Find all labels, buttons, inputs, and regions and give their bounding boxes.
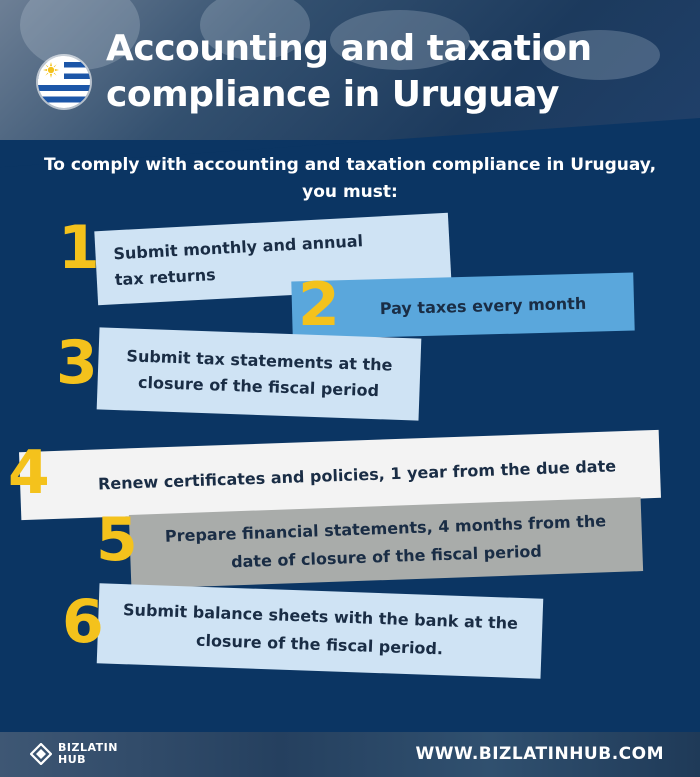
step-number-1: 1: [58, 213, 100, 283]
step-card-3: [97, 327, 422, 420]
intro-text: To comply with accounting and taxation compliance in Uruguay, you must:: [43, 155, 657, 202]
step-text-4: Renew certificates and policies, 1 year from the due date: [97, 455, 617, 493]
title-line-1: Accounting and taxation: [106, 28, 592, 69]
step-number-4: 4: [8, 438, 50, 508]
step-text-5: Prepare financial statements, 4 months from the date of closure of the fiscal period: [164, 511, 607, 572]
bizlatinhub-logo-icon: [30, 743, 52, 765]
step-text-6: Submit balance sheets with the bank at the closure of the fiscal period.: [122, 600, 519, 659]
page-title: [106, 26, 686, 118]
step-text-3: Submit tax statements at the closure of the fiscal period: [126, 346, 393, 401]
step-text-1: Submit monthly and annual tax returns: [113, 231, 364, 290]
step-number-3: 3: [56, 328, 98, 398]
step-number-5: 5: [96, 505, 138, 575]
website-url[interactable]: WWW.BIZLATINHUB.COM: [415, 744, 664, 764]
step-number-6: 6: [62, 587, 104, 657]
title-line-2: compliance in Uruguay: [106, 74, 559, 115]
logo-line-1: BIZLATIN: [58, 741, 118, 754]
step-card-2: [291, 270, 634, 340]
step-card-6: [97, 583, 544, 678]
bizlatinhub-logo: [30, 742, 118, 766]
step-text-2: Pay taxes every month: [379, 293, 587, 318]
uruguay-flag-icon: [38, 56, 90, 108]
step-number-2: 2: [298, 270, 340, 340]
logo-line-2: HUB: [58, 753, 87, 766]
